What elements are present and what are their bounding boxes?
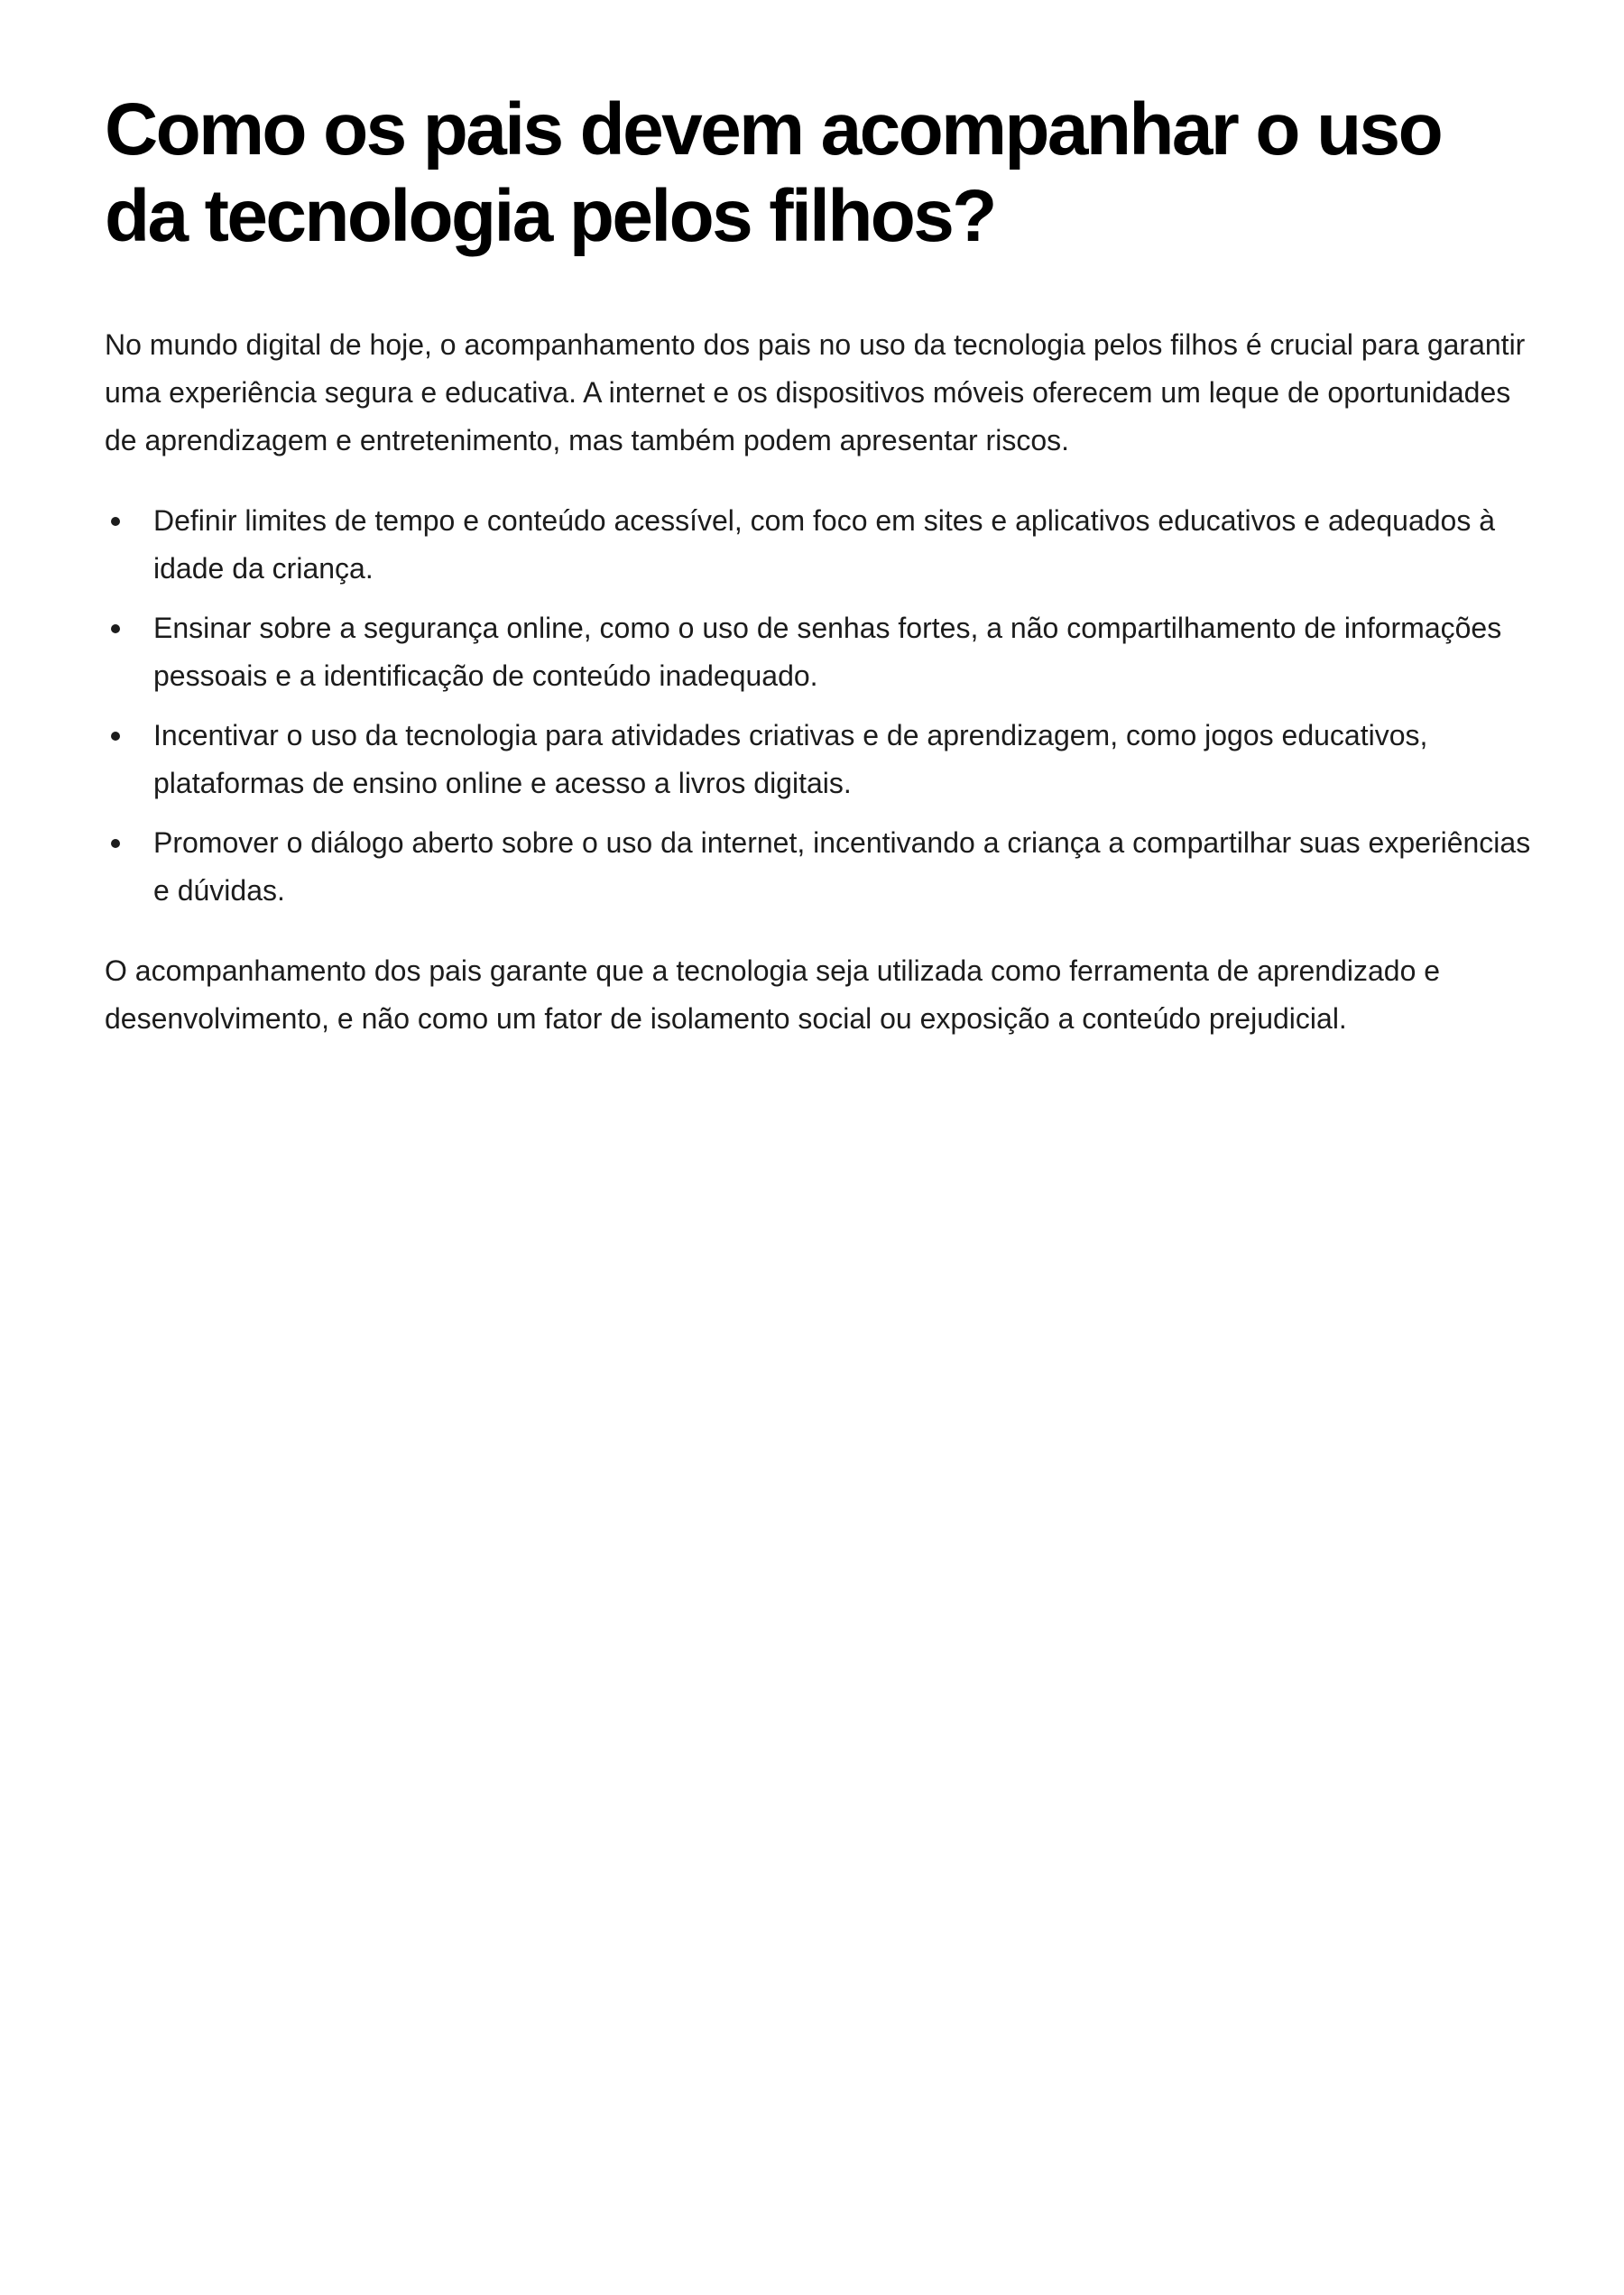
bullet-list bbox=[105, 497, 1539, 915]
list-item bbox=[105, 497, 1534, 593]
list-item bbox=[105, 604, 1534, 700]
list-item-text: Ensinar sobre a segurança online, como o uso de senhas fortes, a não compartilhamento de informações pessoais e a identificação de conteúdo inadequado. bbox=[153, 612, 1502, 692]
bullet-icon bbox=[111, 839, 120, 848]
bullet-icon bbox=[111, 624, 120, 633]
list-item-text: Promover o diálogo aberto sobre o uso da internet, incentivando a criança a compartilhar suas experiências e dúvidas. bbox=[153, 826, 1531, 907]
bullet-icon bbox=[111, 732, 120, 741]
document-page bbox=[105, 87, 1539, 1043]
bullet-icon bbox=[111, 517, 120, 526]
page-title: Como os pais devem acompanhar o uso da tecnologia pelos filhos? bbox=[105, 88, 1442, 257]
list-item-text: Incentivar o uso da tecnologia para atividades criativas e de aprendizagem, como jogos educativos, plataformas de ensino online e acesso a livros digitais. bbox=[153, 719, 1428, 799]
list-item bbox=[105, 712, 1534, 807]
intro-paragraph: No mundo digital de hoje, o acompanhamento dos pais no uso da tecnologia pelos filhos é crucial para garantir uma experiência segura e educativa. A internet e os dispositivos móveis oferecem um leque de oportunidades de aprendizagem e entretenimento, mas também podem apresentar riscos. bbox=[105, 328, 1526, 456]
list-item-text: Definir limites de tempo e conteúdo acessível, com foco em sites e aplicativos educativos e adequados à idade da criança. bbox=[153, 504, 1496, 585]
list-item bbox=[105, 819, 1534, 915]
closing-paragraph: O acompanhamento dos pais garante que a tecnologia seja utilizada como ferramenta de aprendizado e desenvolvimento, e não como um fator de isolamento social ou exposição a conteúdo prejudicial. bbox=[105, 954, 1441, 1035]
